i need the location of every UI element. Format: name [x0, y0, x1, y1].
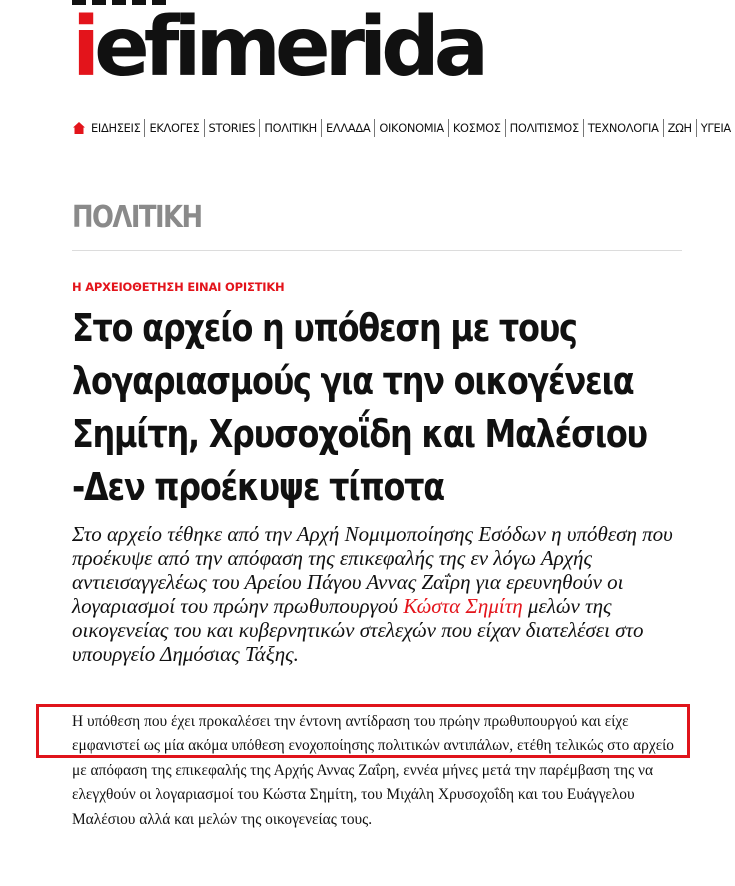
nav-item-news[interactable]: ΕΙΔΗΣΕΙΣ	[91, 119, 145, 137]
section-divider	[72, 250, 682, 251]
nav-item-health[interactable]: ΥΓΕΙΑ	[700, 121, 731, 135]
nav-item-world[interactable]: ΚΟΣΜΟΣ	[449, 119, 506, 137]
nav-item-economy[interactable]: ΟΙΚΟΝΟΜΙΑ	[375, 119, 449, 137]
home-icon[interactable]	[72, 121, 86, 135]
article-body-paragraph: Η υπόθεση που έχει προκαλέσει την έντονη αντίδραση του πρώην πρωθυπουργού και είχε εμφανιστεί ως μία ακόμα υπόθεση ενοχοποίησης πολιτικών αντιπάλων, ετέθη τελικώς στο αρχείο με απόφαση της επικεφαλής της Αρχής Αννας Ζαΐρη, εννέα μήνες μετά την παρέμβαση της να ελεγχθούν οι λογαριασμοί του Κώστα Σημίτη, του Μιχάλη Χρυσοχοΐδη και του Ευάγγελου Μαλέσιου αλλά και μελών της οικογενείας τους.	[72, 713, 674, 828]
logo-text	[72, 0, 483, 98]
headline-line: -Δεν προέκυψε τίποτα	[72, 465, 444, 509]
section-title[interactable]: ΠΟΛΙΤΙΚΗ	[72, 200, 202, 235]
headline-line: Σημίτη, Χρυσοχοΐδη και Μαλέσιου	[72, 412, 647, 456]
lead-text-after: μελών της οικογενείας του και κυβερνητικών στελεχών που είχαν διατελέσει στο υπουργείο Δημόσιας Τάξης.	[72, 594, 644, 666]
nav-item-culture[interactable]: ΠΟΛΙΤΙΣΜΟΣ	[506, 119, 584, 137]
nav-item-politics[interactable]: ΠΟΛΙΤΙΚΗ	[260, 119, 322, 137]
site-logo[interactable]	[72, 0, 484, 112]
nav-item-stories[interactable]: STORIES	[205, 119, 261, 137]
headline-line: Στο αρχείο η υπόθεση με τους	[72, 306, 577, 350]
nav-item-technology[interactable]: ΤΕΧΝΟΛΟΓΙΑ	[584, 119, 664, 137]
article-kicker: Η ΑΡΧΕΙΟΘΕΤΗΣΗ ΕΙΝΑΙ ΟΡΙΣΤΙΚΗ	[72, 280, 285, 294]
highlight-annotation-box	[36, 704, 690, 758]
logo-red-letter: i	[72, 0, 95, 95]
lead-link-simitis[interactable]: Κώστα Σημίτη	[403, 594, 523, 618]
nav-item-greece[interactable]: ΕΛΛΑΔΑ	[322, 119, 375, 137]
article-lead	[72, 522, 692, 666]
headline-line: λογαριασμούς για την οικογένεια	[72, 359, 634, 403]
article-headline	[72, 302, 710, 514]
nav-item-life[interactable]: ΖΩΗ	[664, 119, 697, 137]
logo-rest: efimerida	[94, 0, 484, 95]
main-nav	[72, 118, 735, 138]
nav-item-elections[interactable]: ΕΚΛΟΓΕΣ	[145, 119, 204, 137]
lead-text-before: Στο αρχείο τέθηκε από την Αρχή Νομιμοποίησης Εσόδων η υπόθεση που προέκυψε από την απόφαση της επικεφαλής της εν λόγω Αρχής αντιεισαγγελέως του Αρείου Πάγου Αννας Ζαΐρη για ερευνηθούν οι λογαριασμοί του πρώην πρωθυπουργού	[72, 522, 673, 618]
